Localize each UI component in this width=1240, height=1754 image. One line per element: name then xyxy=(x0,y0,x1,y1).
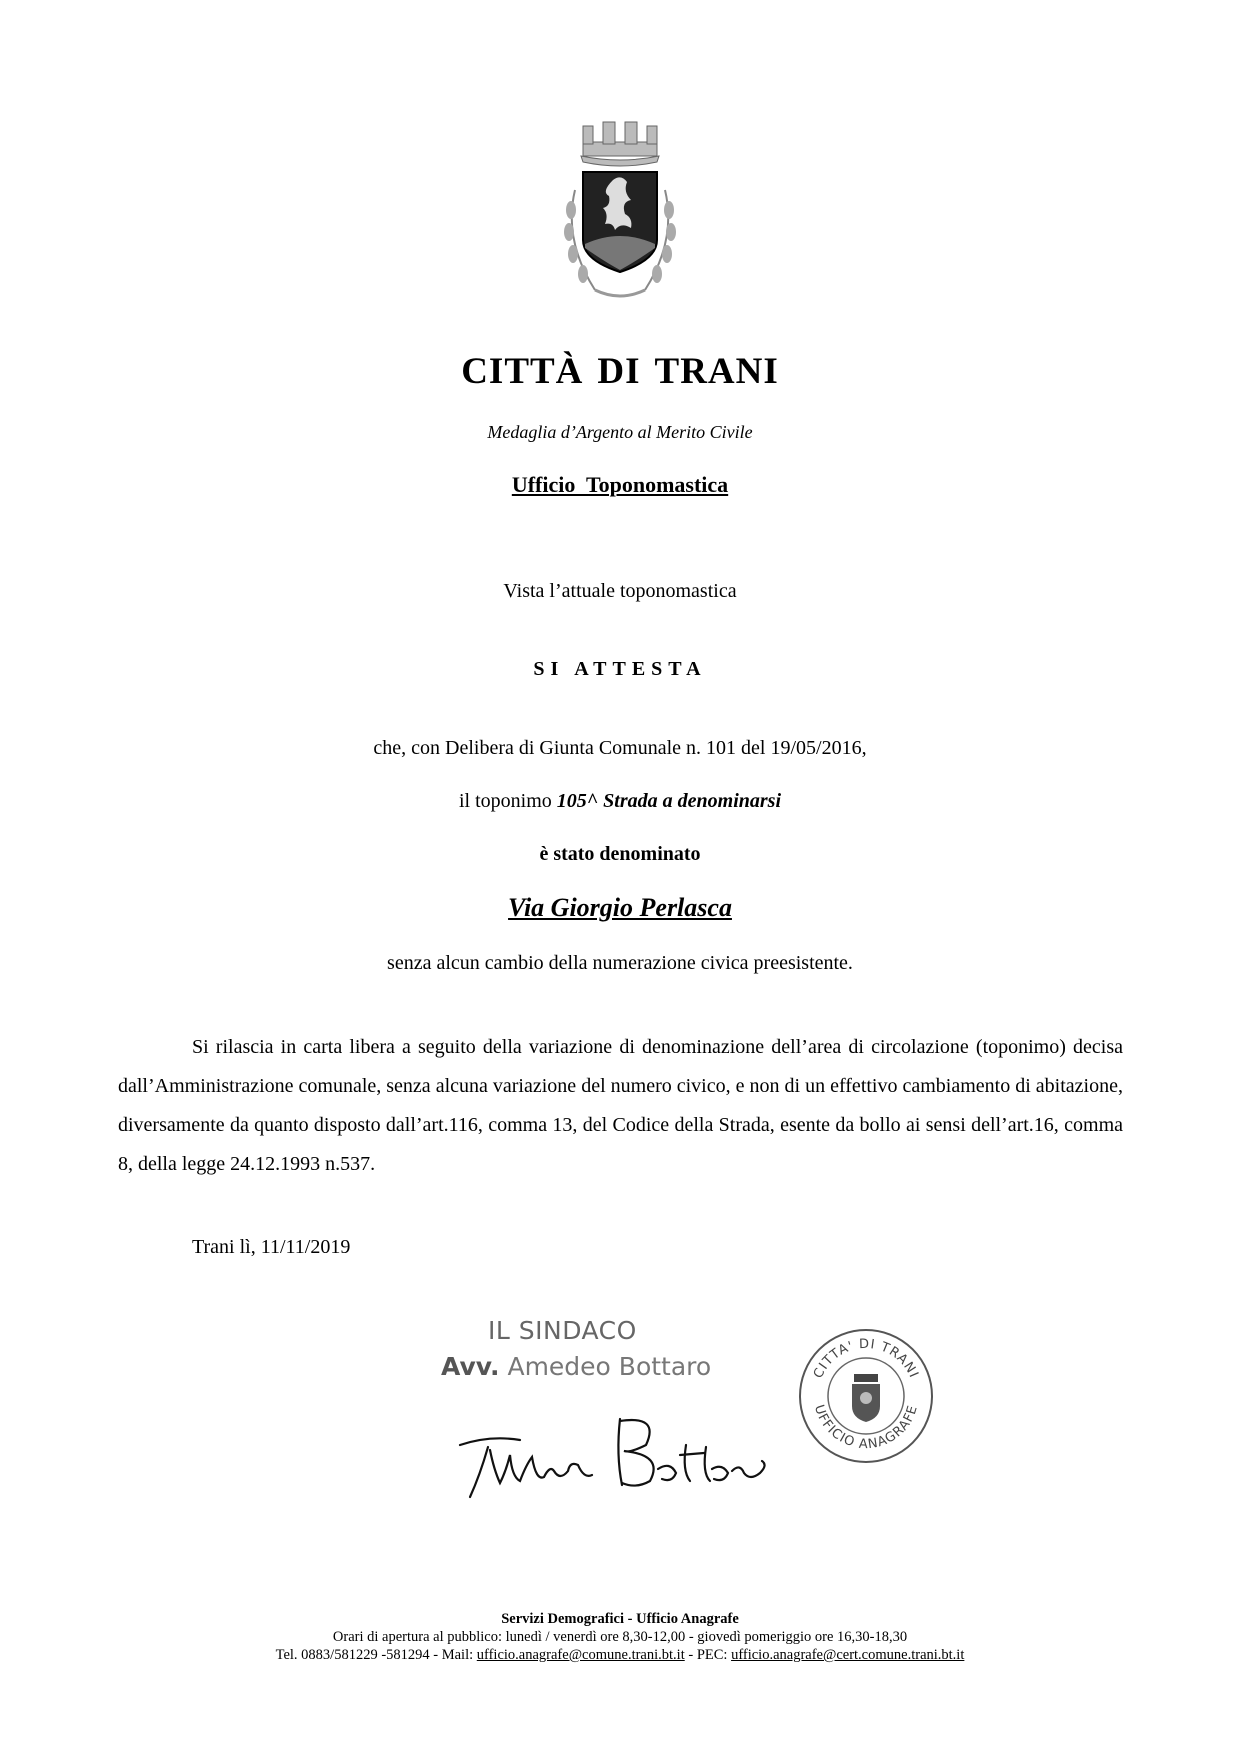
sindaco-name: Avv. Amedeo Bottaro xyxy=(441,1352,712,1381)
sindaco-title: IL SINDACO xyxy=(488,1316,637,1345)
footer-mail-link[interactable]: ufficio.anagrafe@comune.trani.bt.it xyxy=(476,1647,685,1663)
stamp-top-text: CITTA' DI TRANI xyxy=(810,1336,922,1381)
release-paragraph: Si rilascia in carta libera a seguito della variazione di denominazione dell’area di circolazione (toponimo) decisa dall’Amministrazione comunale, senza alcuna variazione del numero civico, e non di un effettivo cambiamento di abitazione, diversamente da quanto disposto dall’art.116, comma 13, del Codice della Strada, esente da bollo ai sensi dell’art.16, comma 8, della legge 24.12.1993 n.537. xyxy=(118,1036,1123,1175)
stamp-bottom-text: UFFICIO ANAGRAFE xyxy=(810,1403,921,1453)
vista-line: Vista l’attuale toponomastica xyxy=(503,580,737,602)
handwritten-signature-icon xyxy=(450,1385,780,1505)
new-street-name: Via Giorgio Perlasca xyxy=(508,893,732,922)
old-toponym: 105^ Strada a denominarsi xyxy=(556,790,781,812)
denominato-line: è stato denominato xyxy=(539,843,701,865)
senza-line: senza alcun cambio della numerazione civica preesistente. xyxy=(387,952,853,974)
footer-department: Servizi Demografici - Ufficio Anagrafe xyxy=(501,1611,739,1627)
attesta-heading: SI ATTESTA xyxy=(533,658,707,680)
city-coat-of-arms-icon xyxy=(555,120,685,320)
office-title: Ufficio Toponomastica xyxy=(511,472,729,497)
office-stamp-icon xyxy=(796,1326,936,1466)
delibera-line: che, con Delibera di Giunta Comunale n. 101 del 19/05/2016, xyxy=(373,737,867,759)
footer-hours: Orari di apertura al pubblico: lunedì / venerdì ore 8,30-12,00 - giovedì pomeriggio ore 16,30-18,30 xyxy=(332,1629,908,1645)
footer-pec-link[interactable]: ufficio.anagrafe@cert.comune.trani.bt.it xyxy=(731,1647,965,1663)
toponimo-line: il toponimo 105^ Strada a denominarsi xyxy=(458,790,781,812)
city-title: CITTÀ DI TRANI xyxy=(461,351,779,392)
footer-contacts: Tel. 0883/581229 -581294 - Mail: ufficio.anagrafe@comune.trani.bt.it - PEC: ufficio.anagrafe@cert.comune.trani.bt.it xyxy=(275,1647,965,1663)
medal-subtitle: Medaglia d’Argento al Merito Civile xyxy=(487,422,753,442)
date-line: Trani lì, 11/11/2019 xyxy=(192,1236,351,1258)
